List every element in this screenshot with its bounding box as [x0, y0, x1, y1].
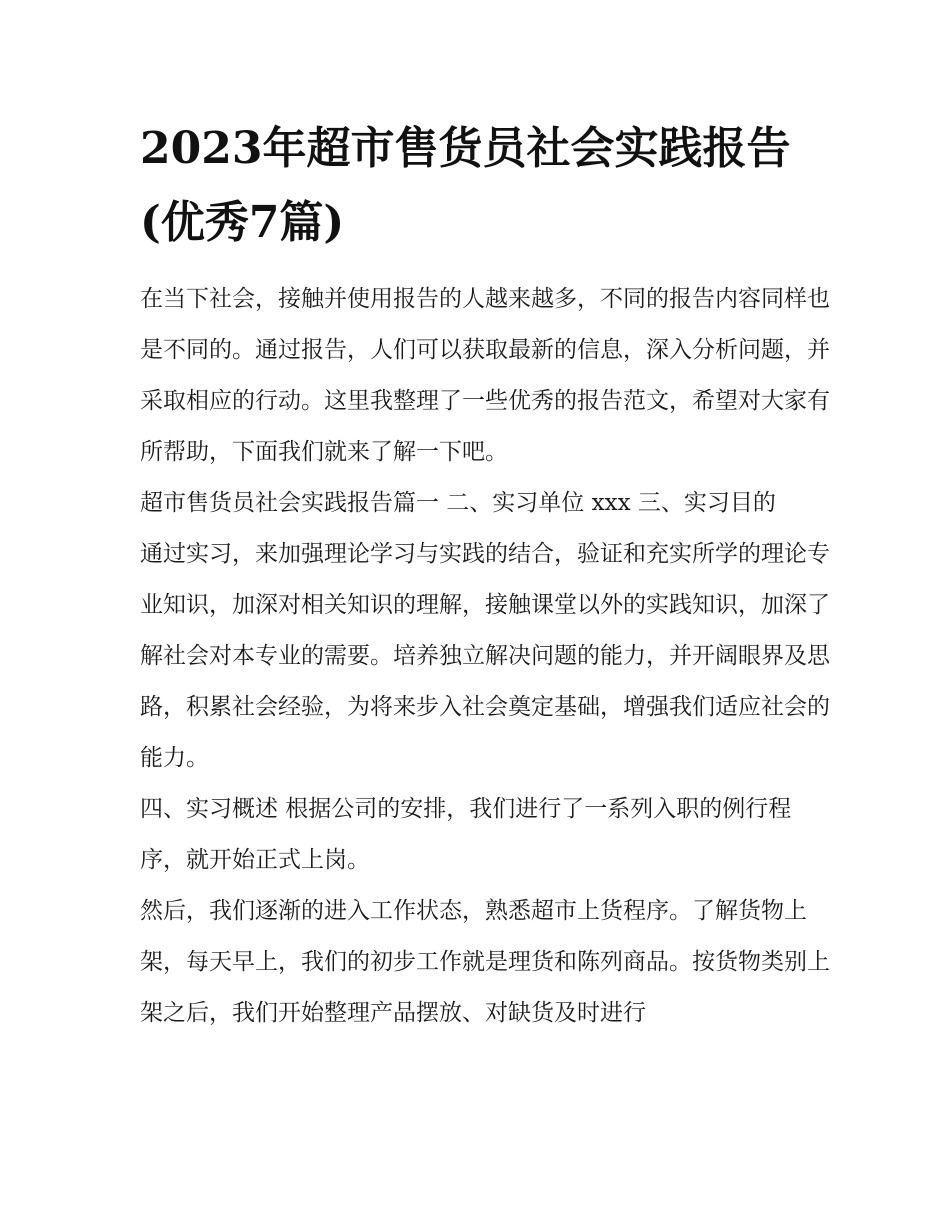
paragraph-work: 然后，我们逐渐的进入工作状态，熟悉超市上货程序。了解货物上架，每天早上，我们的初步工作就是理货和陈列商品。按货物类别上架之后，我们开始整理产品摆放、对缺货及时进行	[140, 898, 830, 1026]
paragraph-intro: 在当下社会，接触并使用报告的人越来越多，不同的报告内容同样也是不同的。通过报告，人们可以获取最新的信息，深入分析问题，并采取相应的行动。这里我整理了一些优秀的报告范文，希望对大家有所帮助，下面我们就来了解一下吧。	[140, 286, 830, 465]
paragraph-section-heading: 超市售货员社会实践报告篇一 二、实习单位 xxx 三、实习目的	[140, 490, 776, 516]
document-body	[140, 274, 830, 1039]
paragraph-purpose: 通过实习，来加强理论学习与实践的结合，验证和充实所学的理论专业知识，加深对相关知识的理解，接触课堂以外的实践知识，加深了解社会对本专业的需要。培养独立解决问题的能力，并开阔眼界及思路，积累社会经验，为将来步入社会奠定基础，增强我们适应社会的能力。	[140, 541, 830, 771]
document-title: 2023年超市售货员社会实践报告(优秀7篇)	[140, 123, 791, 248]
paragraph-overview: 四、实习概述 根据公司的安排，我们进行了一系列入职的例行程序，就开始正式上岗。	[140, 796, 792, 873]
